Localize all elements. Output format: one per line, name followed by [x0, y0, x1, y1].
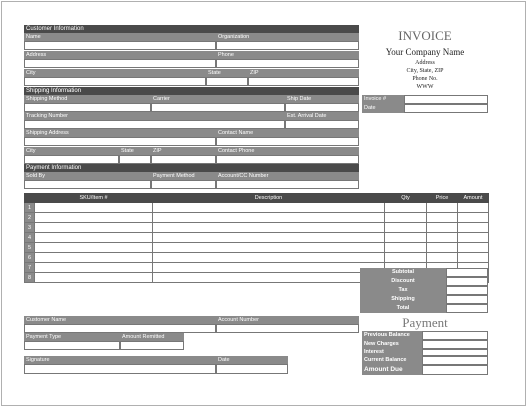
subtotal-field[interactable] [446, 268, 488, 277]
price-cell[interactable] [427, 233, 458, 243]
contact-name-field[interactable] [216, 137, 359, 146]
city-field[interactable] [24, 77, 206, 86]
current-balance-label: Current Balance [362, 356, 422, 365]
shipping-charge-field[interactable] [446, 295, 488, 304]
invoice-number-label: Invoice # [362, 95, 404, 104]
discount-label: Discount [360, 277, 446, 286]
row-number: 2 [25, 213, 35, 223]
amount-cell[interactable] [458, 243, 489, 253]
ship-date-label: Ship Date [285, 95, 359, 103]
shipping-address-field[interactable] [24, 137, 216, 146]
amount-due-field[interactable] [422, 365, 488, 375]
ship-date-field[interactable] [285, 103, 359, 112]
column-header-price: Price [427, 194, 458, 203]
account-cc-field[interactable] [216, 180, 359, 189]
row-number: 6 [25, 253, 35, 263]
sku-cell[interactable] [35, 203, 153, 213]
carrier-field[interactable] [151, 103, 285, 112]
signature-date-field[interactable] [216, 364, 288, 374]
carrier-label: Carrier [151, 95, 285, 103]
subtotal-label: Subtotal [360, 268, 446, 277]
description-cell[interactable] [153, 253, 385, 263]
account-cc-label: Account/CC Number [216, 172, 359, 180]
shipping-city-field[interactable] [24, 155, 119, 164]
column-header-qty: Qty [385, 194, 427, 203]
shipping-address-label: Shipping Address [24, 129, 216, 137]
footer-account-number-label: Account Number [216, 316, 359, 324]
price-cell[interactable] [427, 253, 458, 263]
qty-cell[interactable] [385, 203, 427, 213]
amount-cell[interactable] [458, 223, 489, 233]
company-name: Your Company Name [385, 47, 465, 57]
price-cell[interactable] [427, 243, 458, 253]
shipping-city-label: City [24, 147, 119, 155]
customer-name-label: Name [24, 33, 216, 41]
sku-cell[interactable] [35, 273, 153, 283]
shipping-info-header: Shipping Information [24, 87, 359, 95]
arrival-date-label: Est. Arrival Date [285, 112, 359, 120]
invoice-number-field[interactable] [404, 95, 488, 104]
total-label: Total [360, 304, 446, 313]
amount-cell[interactable] [458, 253, 489, 263]
shipping-zip-label: ZIP [151, 147, 216, 155]
payment-method-field[interactable] [151, 180, 216, 189]
price-cell[interactable] [427, 213, 458, 223]
sku-cell[interactable] [35, 253, 153, 263]
qty-cell[interactable] [385, 223, 427, 233]
table-row [25, 243, 489, 253]
address-field[interactable] [24, 59, 216, 68]
qty-cell[interactable] [385, 213, 427, 223]
row-number: 8 [25, 273, 35, 283]
amount-due-label: Amount Due [362, 365, 422, 375]
company-address: Address [415, 60, 435, 66]
shipping-method-field[interactable] [24, 103, 151, 112]
amount-remitted-field[interactable] [120, 341, 184, 350]
previous-balance-field[interactable] [422, 331, 488, 340]
previous-balance-label: Previous Balance [362, 331, 422, 340]
organization-field[interactable] [216, 41, 359, 50]
column-header-amount: Amount [458, 194, 489, 203]
shipping-state-label: State [119, 147, 151, 155]
invoice-date-field[interactable] [404, 104, 488, 113]
state-label: State [206, 69, 248, 77]
amount-remitted-label: Amount Remitted [120, 333, 184, 341]
zip-field[interactable] [248, 77, 359, 86]
tracking-number-label: Tracking Number [24, 112, 285, 120]
shipping-zip-field[interactable] [151, 155, 216, 164]
shipping-charge-label: Shipping [360, 295, 446, 304]
customer-name-field[interactable] [24, 41, 216, 50]
current-balance-field[interactable] [422, 356, 488, 365]
description-cell[interactable] [153, 243, 385, 253]
payment-type-field[interactable] [24, 341, 120, 350]
phone-label: Phone [216, 51, 359, 59]
price-cell[interactable] [427, 223, 458, 233]
company-phone: Phone No. [412, 76, 438, 82]
description-cell[interactable] [153, 203, 385, 213]
company-web: WWW [416, 84, 434, 90]
signature-date-label: Date [216, 356, 288, 364]
description-cell[interactable] [153, 213, 385, 223]
discount-field[interactable] [446, 277, 488, 286]
new-charges-field[interactable] [422, 340, 488, 349]
table-row [25, 203, 489, 213]
state-field[interactable] [206, 77, 248, 86]
phone-field[interactable] [216, 59, 359, 68]
interest-label: Interest [362, 349, 422, 356]
payment-box-title: Payment [402, 315, 448, 330]
signature-label: Signature [24, 356, 216, 364]
organization-label: Organization [216, 33, 359, 41]
new-charges-label: New Charges [362, 340, 422, 349]
row-number: 4 [25, 233, 35, 243]
sku-cell[interactable] [35, 233, 153, 243]
row-number: 3 [25, 223, 35, 233]
amount-cell[interactable] [458, 213, 489, 223]
table-row [25, 213, 489, 223]
contact-phone-label: Contact Phone [216, 147, 359, 155]
footer-customer-name-label: Customer Name [24, 316, 216, 324]
sku-cell[interactable] [35, 223, 153, 233]
sku-cell[interactable] [35, 243, 153, 253]
column-header-description: Description [153, 194, 385, 203]
qty-cell[interactable] [385, 253, 427, 263]
signature-field[interactable] [24, 364, 216, 374]
customer-info-header: Customer Information [24, 25, 359, 33]
invoice-date-label: Date [362, 104, 404, 113]
interest-field[interactable] [422, 349, 488, 356]
payment-type-label: Payment Type [24, 333, 120, 341]
tracking-number-field[interactable] [24, 120, 285, 129]
sold-by-field[interactable] [24, 180, 151, 189]
table-row [25, 253, 489, 263]
description-cell[interactable] [153, 273, 385, 283]
payment-info-header: Payment Information [24, 164, 359, 172]
price-cell[interactable] [427, 203, 458, 213]
tax-field[interactable] [446, 286, 488, 295]
address-label: Address [24, 51, 216, 59]
sku-cell[interactable] [35, 263, 153, 273]
amount-cell[interactable] [458, 203, 489, 213]
contact-phone-field[interactable] [216, 155, 359, 164]
shipping-state-field[interactable] [119, 155, 151, 164]
tax-label: Tax [360, 286, 446, 295]
qty-cell[interactable] [385, 243, 427, 253]
contact-name-label: Contact Name [216, 129, 359, 137]
qty-cell[interactable] [385, 233, 427, 243]
row-number: 1 [25, 203, 35, 213]
total-field[interactable] [446, 304, 488, 313]
payment-method-label: Payment Method [151, 172, 216, 180]
sold-by-label: Sold By [24, 172, 151, 180]
description-cell[interactable] [153, 223, 385, 233]
footer-customer-name-field[interactable] [24, 324, 216, 333]
zip-label: ZIP [248, 69, 359, 77]
sku-cell[interactable] [35, 213, 153, 223]
shipping-method-label: Shipping Method [24, 95, 151, 103]
description-cell[interactable] [153, 233, 385, 243]
footer-account-number-field[interactable] [216, 324, 359, 333]
arrival-date-field[interactable] [285, 120, 359, 129]
amount-cell[interactable] [458, 233, 489, 243]
company-city-line: City, State, ZIP [406, 68, 444, 74]
row-number: 5 [25, 243, 35, 253]
row-number-header [25, 194, 35, 203]
table-row [25, 233, 489, 243]
table-row [25, 223, 489, 233]
row-number: 7 [25, 263, 35, 273]
invoice-title: INVOICE [398, 28, 452, 43]
city-label: City [24, 69, 206, 77]
description-cell[interactable] [153, 263, 385, 273]
column-header-sku: SKU/Item # [35, 194, 153, 203]
